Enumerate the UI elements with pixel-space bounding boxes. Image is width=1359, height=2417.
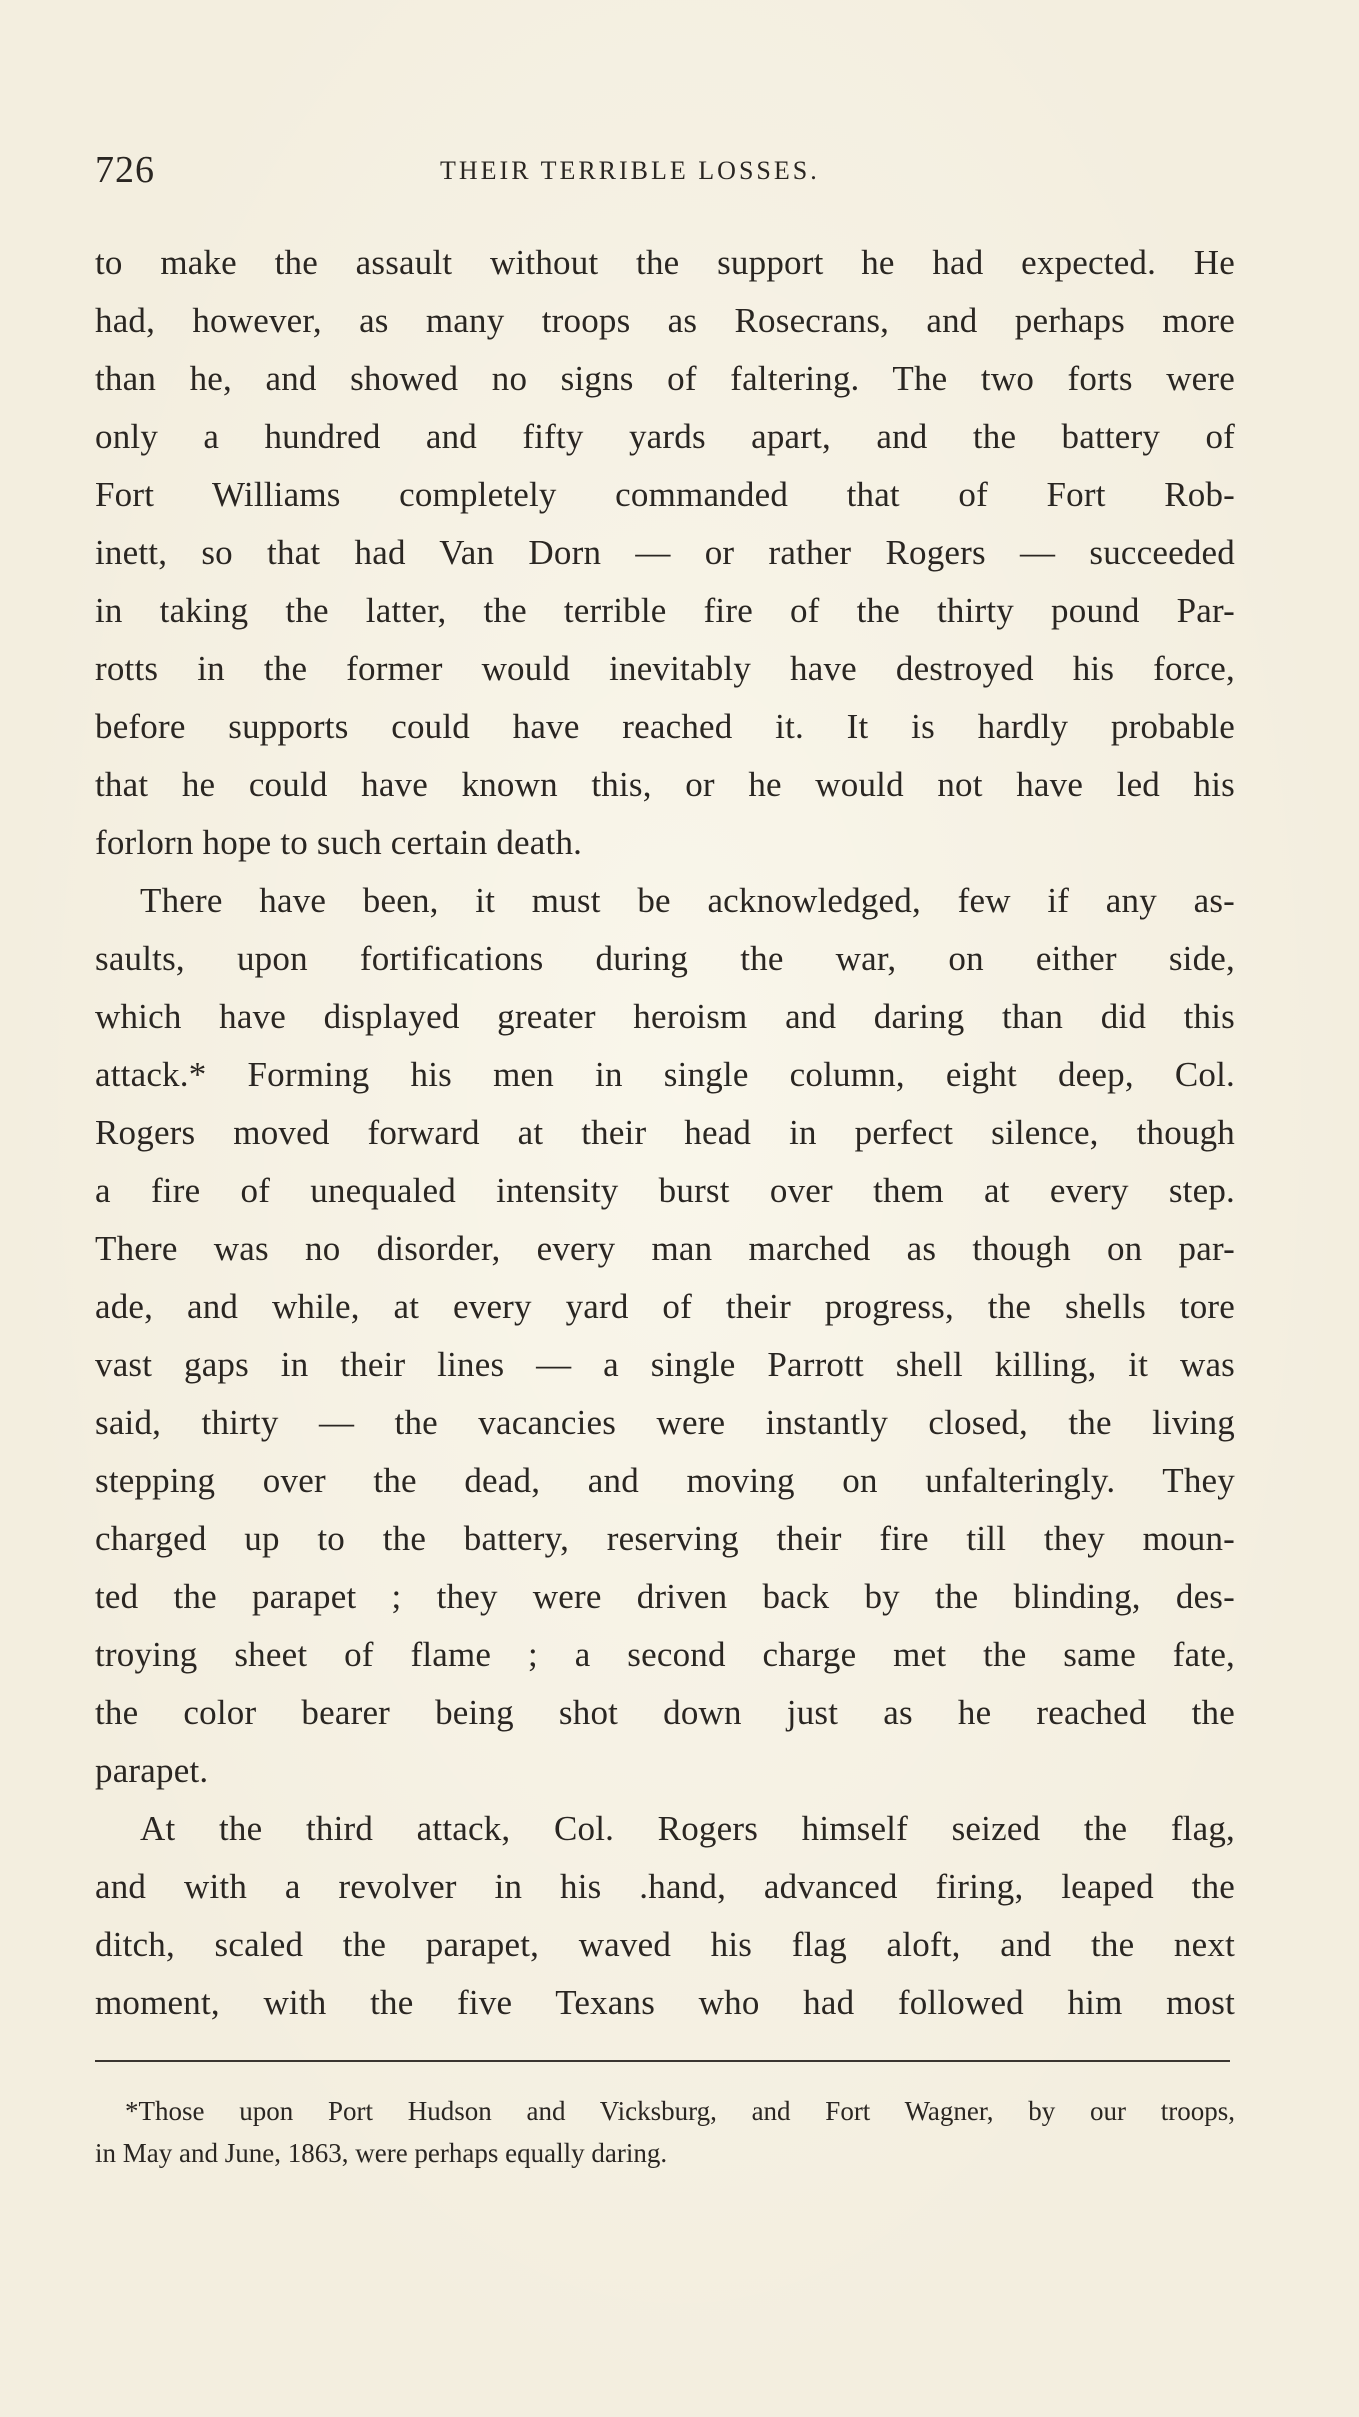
text-line: ade, and while, at every yard of their progress, the shells tore [95, 1287, 1235, 1326]
text-line: attack.* Forming his men in single column, eight deep, Col. [95, 1055, 1235, 1094]
text-line: stepping over the dead, and moving on unfalteringly. They [95, 1461, 1235, 1500]
text-line: saults, upon fortifications during the war, on either side, [95, 939, 1235, 978]
text-line: a fire of unequaled intensity burst over them at every step. [95, 1171, 1235, 1210]
text-line: parapet. [95, 1751, 209, 1790]
text-line: rotts in the former would inevitably have destroyed his force, [95, 649, 1235, 688]
text-line: Fort Williams completely commanded that of Fort Rob- [95, 475, 1235, 514]
text-line: than he, and showed no signs of faltering. The two forts were [95, 359, 1235, 398]
text-line: charged up to the battery, reserving their fire till they moun- [95, 1519, 1235, 1558]
page-header [95, 148, 1235, 192]
text-line: Rogers moved forward at their head in perfect silence, though [95, 1113, 1235, 1152]
text-line: vast gaps in their lines — a single Parrott shell killing, it was [95, 1345, 1235, 1384]
text-line: only a hundred and fifty yards apart, and the battery of [95, 417, 1235, 456]
footnote-line: in May and June, 1863, were perhaps equally daring. [95, 2138, 668, 2168]
text-line: ted the parapet ; they were driven back by the blinding, des- [95, 1577, 1235, 1616]
running-head: THEIR TERRIBLE LOSSES. [440, 156, 820, 185]
text-line: before supports could have reached it. It is hardly probable [95, 707, 1235, 746]
text-line: inett, so that had Van Dorn — or rather Rogers — succeeded [95, 533, 1235, 572]
text-line: There was no disorder, every man marched as though on par- [95, 1229, 1235, 1268]
text-line: which have displayed greater heroism and daring than did this [95, 997, 1235, 1036]
page-number: 726 [95, 149, 155, 191]
text-line: had, however, as many troops as Rosecrans, and perhaps more [95, 301, 1235, 340]
footnote-line: *Those upon Port Hudson and Vicksburg, and Fort Wagner, by our troops, [125, 2096, 1235, 2126]
text-line: said, thirty — the vacancies were instantly closed, the living [95, 1403, 1235, 1442]
text-line: to make the assault without the support he had expected. He [95, 243, 1235, 282]
text-line: forlorn hope to such certain death. [95, 823, 583, 862]
text-line: in taking the latter, the terrible fire of the thirty pound Par- [95, 591, 1235, 630]
text-line: and with a revolver in his .hand, advanced firing, leaped the [95, 1867, 1235, 1906]
text-line: the color bearer being shot down just as he reached the [95, 1693, 1235, 1732]
text-line: moment, with the five Texans who had followed him most [95, 1983, 1235, 2022]
text-line: At the third attack, Col. Rogers himself seized the flag, [140, 1809, 1235, 1848]
body-text [95, 234, 1235, 2032]
text-line: There have been, it must be acknowledged, few if any as- [140, 881, 1235, 920]
footnote-rule [95, 2060, 1230, 2062]
footnote [95, 2090, 1235, 2174]
text-line: that he could have known this, or he would not have led his [95, 765, 1235, 804]
text-line: ditch, scaled the parapet, waved his flag aloft, and the next [95, 1925, 1235, 1964]
text-line: troying sheet of flame ; a second charge met the same fate, [95, 1635, 1235, 1674]
